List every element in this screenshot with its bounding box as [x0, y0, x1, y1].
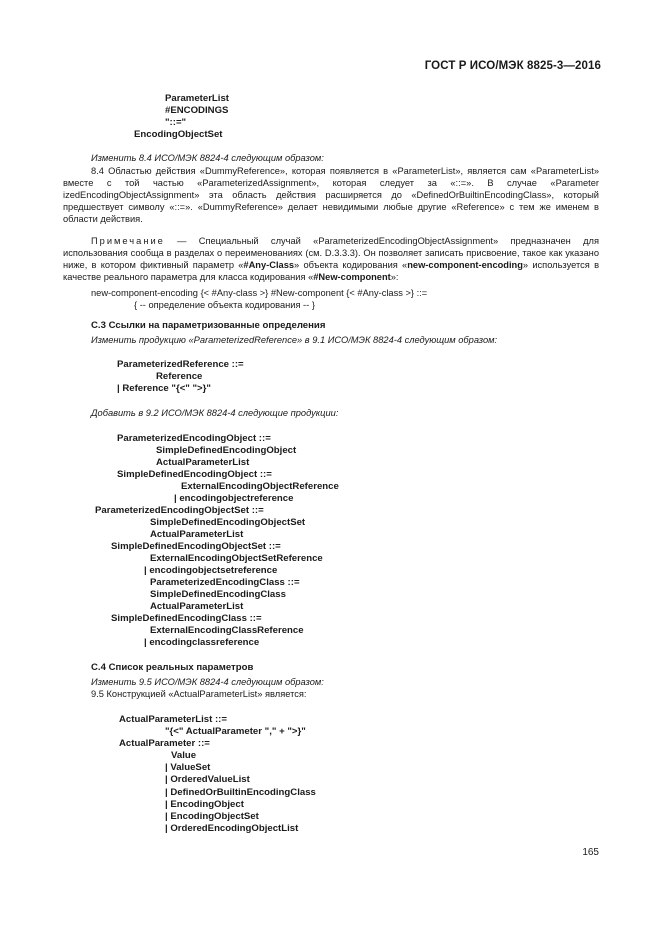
code-line: "{<" ActualParameter "," + ">}"	[165, 726, 306, 737]
section-heading-c4: C.4 Список реальных параметров	[91, 662, 254, 673]
code-line: | ValueSet	[165, 762, 211, 773]
instruction-text: Изменить 8.4 ИСО/МЭК 8824-4 следующим образом:	[91, 153, 324, 163]
code-line: ExternalEncodingObjectSetReference	[150, 553, 323, 564]
code-line: | encodingobjectsetreference	[144, 565, 278, 576]
code-line: ParameterizedEncodingClass ::=	[150, 577, 300, 588]
code-line: SimpleDefinedEncodingObjectSet	[150, 517, 306, 528]
page-number: 165	[582, 847, 599, 858]
code-line: | encodingobjectreference	[174, 493, 294, 504]
code-line: SimpleDefinedEncodingObjectSet ::=	[111, 541, 281, 552]
code-line: SimpleDefinedEncodingObject ::=	[117, 469, 272, 480]
example-line: new-component-encoding {< #Any-class >} #New-component {< #Any-class >} ::=	[91, 288, 428, 298]
paragraph-8-4: 8.4 Областью действия «DummyReference», которая появляется в «ParameterList», является сам «ParameterList» вместе с той частью «ParameterizedAssignment», которая следует за «::=». В случае «Parameter izedEncodingObjectAssignment» эта область действия расширяется до «DefinedOrBuiltinEncodingClass», который предшествует символу «::=». «DummyReference» делает невидимыми любые другие «Reference» с тем же именем в области действия.	[63, 166, 599, 224]
code-line: #ENCODINGS	[165, 105, 229, 116]
note-text: » используется в качестве реального параметра для класса кодирования «	[63, 259, 600, 282]
note-text: — Специальный случай «ParameterizedEncodingObjectAssignment» предназначен для использования сообща в разделах о переименованиях (см. D.3.3.3). Он позволяет записать присвоение, такое как указано ниже, в котором фиктивный параметр «	[63, 236, 599, 270]
code-line: | DefinedOrBuiltinEncodingClass	[165, 787, 316, 798]
code-line: | encodingclassreference	[144, 637, 260, 648]
instruction-text: Изменить 9.5 ИСО/МЭК 8824-4 следующим образом:	[91, 677, 324, 687]
note-bold-term: new-component-encoding	[407, 259, 523, 270]
code-line: ActualParameterList	[150, 529, 244, 540]
section-heading-c3: C.3 Ссылки на параметризованные определения	[91, 320, 326, 331]
code-line: ActualParameter ::=	[119, 738, 210, 749]
example-line: { -- определение объекта кодирования -- }	[134, 300, 315, 310]
code-line: "::="	[165, 117, 187, 128]
note-text: » объекта кодирования «	[294, 259, 408, 270]
instruction-text: Изменить продукцию «ParameterizedReference» в 9.1 ИСО/МЭК 8824-4 следующим образом:	[91, 335, 498, 345]
code-line: SimpleDefinedEncodingObject	[156, 445, 297, 456]
page-header: ГОСТ Р ИСО/МЭК 8825-3—2016	[424, 60, 601, 72]
paragraph-9-5: 9.5 Конструкцией «ActualParameterList» является:	[91, 689, 307, 699]
code-line: ParameterList	[165, 93, 229, 104]
code-line: ExternalEncodingObjectReference	[181, 481, 339, 492]
code-line: SimpleDefinedEncodingClass ::=	[111, 613, 262, 624]
code-line: | OrderedValueList	[165, 774, 250, 785]
code-line: Value	[171, 750, 197, 761]
note-paragraph	[63, 236, 599, 284]
note-bold-term: #Any-Class	[243, 259, 295, 270]
note-text: »:	[390, 271, 399, 282]
code-line: | EncodingObjectSet	[165, 811, 259, 822]
code-line: EncodingObjectSet	[134, 129, 223, 140]
code-line: Reference	[156, 371, 203, 382]
note-bold-term: #New-component	[313, 271, 391, 282]
code-line: ActualParameterList	[150, 601, 244, 612]
instruction-text: Добавить в 9.2 ИСО/МЭК 8824-4 следующие продукции:	[91, 408, 339, 418]
code-line: ExternalEncodingClassReference	[150, 625, 304, 636]
code-line: ParameterizedEncodingObject ::=	[117, 433, 271, 444]
code-line: ParameterizedEncodingObjectSet ::=	[95, 505, 264, 516]
code-line: | OrderedEncodingObjectList	[165, 823, 299, 834]
code-line: ActualParameterList ::=	[119, 714, 227, 725]
note-label: Примечание	[91, 236, 165, 246]
code-line: SimpleDefinedEncodingClass	[150, 589, 286, 600]
code-line: ActualParameterList	[156, 457, 250, 468]
code-line: | EncodingObject	[165, 799, 244, 810]
code-line: | Reference "{<" ">}"	[117, 383, 211, 394]
code-line: ParameterizedReference ::=	[117, 359, 244, 370]
